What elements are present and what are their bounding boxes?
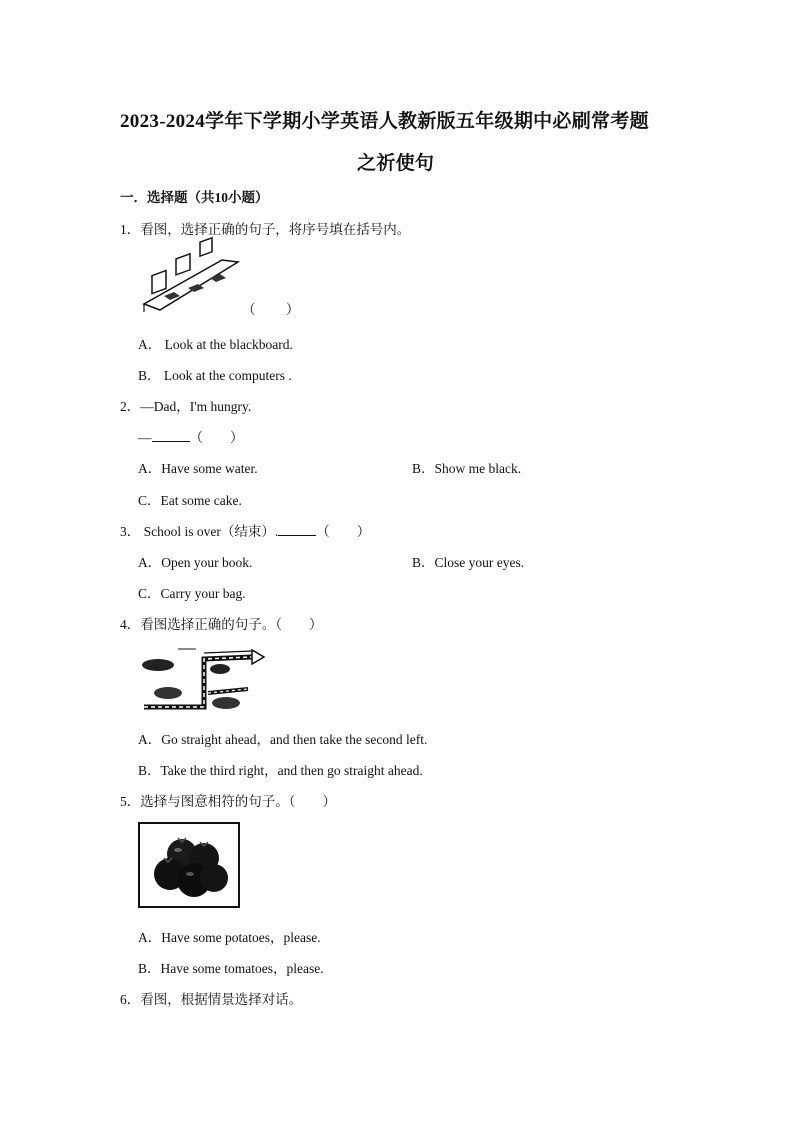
q1-option-b[interactable]: B． Look at the computers . bbox=[138, 368, 292, 383]
q3-option-b[interactable]: B．Close your eyes. bbox=[412, 555, 525, 570]
q2-stem: 2．—Dad，I'm hungry. bbox=[120, 399, 252, 414]
q5-stem: 5．选择与图意相符的句子。（ ） bbox=[120, 794, 336, 809]
q5-option-b[interactable]: B．Have some tomatoes，please. bbox=[138, 961, 324, 976]
q1-stem: 1．看图，选择正确的句子，将序号填在括号内。 bbox=[120, 222, 411, 237]
tomatoes-illustration bbox=[138, 822, 240, 908]
q6-stem: 6．看图，根据情景选择对话。 bbox=[120, 992, 303, 1007]
q5-option-a[interactable]: A．Have some potatoes，please. bbox=[138, 930, 321, 945]
q2-blank[interactable] bbox=[152, 429, 190, 442]
q2-response-line bbox=[138, 426, 244, 446]
q3-option-c[interactable]: C．Carry your bag. bbox=[138, 586, 246, 601]
q2-dash: — bbox=[138, 430, 152, 445]
q2-option-a[interactable]: A．Have some water. bbox=[138, 461, 258, 476]
route-map-illustration bbox=[140, 645, 270, 715]
section-heading: 一．选择题（共10小题） bbox=[120, 190, 269, 205]
q3-paren: （ ） bbox=[316, 524, 371, 539]
q3-option-a[interactable]: A．Open your book. bbox=[138, 555, 253, 570]
q2-option-b[interactable]: B．Show me black. bbox=[412, 461, 522, 476]
q2-option-c[interactable]: C．Eat some cake. bbox=[138, 493, 242, 508]
page-title-line2: 之祈使句 bbox=[357, 153, 435, 174]
q4-option-a[interactable]: A．Go straight ahead，and then take the second left. bbox=[138, 732, 428, 747]
q3-stem-line bbox=[120, 520, 370, 540]
q1-answer-parens: （ ） bbox=[242, 302, 300, 317]
q3-blank[interactable] bbox=[278, 523, 316, 536]
q4-stem: 4．看图选择正确的句子。（ ） bbox=[120, 617, 323, 632]
q1-option-a[interactable]: A． Look at the blackboard. bbox=[138, 337, 293, 352]
page-title-line1: 2023-2024学年下学期小学英语人教新版五年级期中必刷常考题 bbox=[120, 111, 649, 132]
computers-illustration bbox=[140, 252, 240, 312]
q2-paren: （ ） bbox=[189, 430, 244, 445]
q3-stem: 3． School is over（结束）. bbox=[120, 524, 279, 539]
q4-option-b[interactable]: B．Take the third right，and then go straight ahead. bbox=[138, 763, 423, 778]
